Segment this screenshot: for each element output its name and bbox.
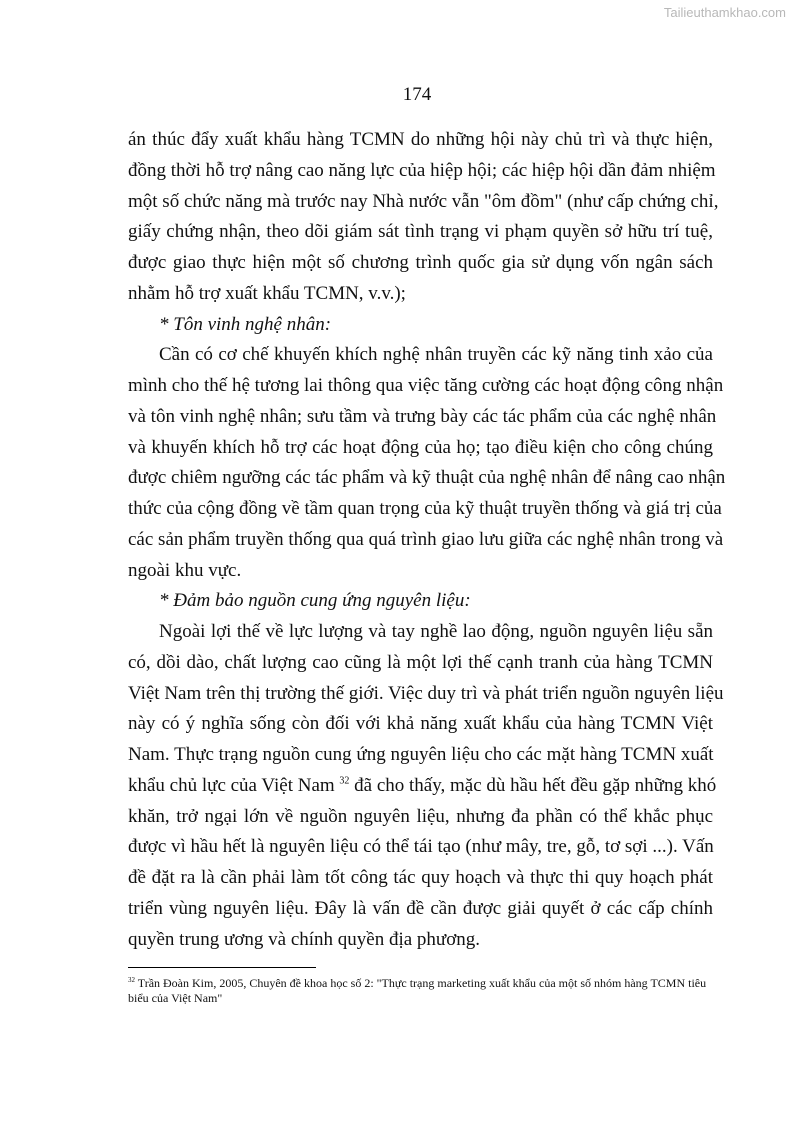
- text-line: này có ý nghĩa sống còn đối với khả năng xuất khẩu của hàng TCMN Việt: [128, 713, 713, 735]
- text-line: được chiêm ngưỡng các tác phẩm và kỹ thuật của nghệ nhân để nâng cao nhận: [128, 467, 726, 489]
- text-line: các sản phẩm truyền thống qua quá trình giao lưu giữa các nghệ nhân trong và: [128, 528, 724, 550]
- text-line: Cần có cơ chế khuyến khích nghệ nhân truyền các kỹ năng tinh xảo của: [159, 344, 713, 366]
- text-line: đề đặt ra là cần phải làm tốt công tác quy hoạch và thực thi quy hoạch phát: [128, 867, 713, 888]
- text-line: một số chức năng mà trước nay Nhà nước vẫn "ôm đồm" (như cấp chứng chỉ,: [128, 190, 719, 212]
- page-number: 174: [402, 84, 432, 105]
- watermark: Tailieuthamkhao.com: [663, 5, 786, 20]
- text-line: đồng thời hỗ trợ nâng cao năng lực của hiệp hội; các hiệp hội dần đảm nhiệm: [128, 159, 716, 181]
- text-line: và khuyến khích hỗ trợ các hoạt động của họ; tạo điều kiện cho công chúng: [128, 436, 713, 458]
- text-line: [128, 771, 717, 802]
- text-line: Nam. Thực trạng nguồn cung ứng nguyên liệu cho các mặt hàng TCMN xuất: [128, 744, 714, 765]
- text-line: nhằm hỗ trợ xuất khẩu TCMN, v.v.);: [128, 282, 406, 304]
- text-line: khăn, trở ngại lớn về nguồn nguyên liệu, nhưng đa phần có thể khắc phục: [128, 805, 713, 827]
- text-line: Việt Nam trên thị trường thế giới. Việc duy trì và phát triển nguồn nguyên liệu: [128, 682, 724, 704]
- text-line: và tôn vinh nghệ nhân; sưu tầm và trưng bày các tác phẩm của các nghệ nhân: [128, 405, 717, 427]
- section-heading: * Đảm bảo nguồn cung ứng nguyên liệu:: [159, 590, 471, 612]
- text-line: Ngoài lợi thế về lực lượng và tay nghề lao động, nguồn nguyên liệu sẵn: [159, 621, 713, 642]
- footnote-mark: 32: [128, 976, 135, 984]
- footnote-text: Trần Đoàn Kim, 2005, Chuyên đề khoa học số 2: "Thực trạng marketing xuất khẩu của một số nhóm hàng TCMN tiêu biểu của Việt Nam": [128, 976, 707, 1005]
- paragraph-2: [128, 340, 726, 586]
- text-line: án thúc đẩy xuất khẩu hàng TCMN do những hội này chủ trì và thực hiện,: [128, 129, 713, 150]
- text-line: thức của cộng đồng về tầm quan trọng của kỹ thuật truyền thống và giá trị của: [128, 498, 722, 519]
- text-line: ngoài khu vực.: [128, 559, 242, 581]
- footnote-separator: [128, 967, 316, 968]
- document-body: [128, 125, 726, 955]
- text-line: quyền trung ương và chính quyền địa phương.: [128, 928, 481, 950]
- paragraph-3: [128, 617, 724, 955]
- paragraph-1: [128, 125, 719, 310]
- footnote: [128, 976, 713, 1006]
- text-segment: đã cho thấy, mặc dù hầu hết đều gặp những khó: [349, 774, 717, 796]
- text-line: được giao thực hiện một số chương trình quốc gia sử dụng vốn ngân sách: [128, 252, 713, 273]
- text-line: giấy chứng nhận, theo dõi giám sát tình trạng vi phạm quyền sở hữu trí tuệ,: [128, 221, 713, 243]
- text-segment: khẩu chủ lực của Việt Nam: [128, 774, 335, 796]
- footnote-ref[interactable]: 32: [339, 775, 350, 787]
- text-line: được vì hầu hết là nguyên liệu có thể tái tạo (như mây, tre, gỗ, tơ sợi ...). Vấn: [128, 836, 714, 858]
- text-line: mình cho thế hệ tương lai thông qua việc tăng cường các hoạt động công nhận: [128, 375, 724, 396]
- text-line: triển vùng nguyên liệu. Đây là vấn đề cần được giải quyết ở các cấp chính: [128, 897, 713, 919]
- text-line: có, dồi dào, chất lượng cao cũng là một lợi thế cạnh tranh của hàng TCMN: [128, 651, 713, 673]
- section-heading: * Tôn vinh nghệ nhân:: [159, 313, 332, 335]
